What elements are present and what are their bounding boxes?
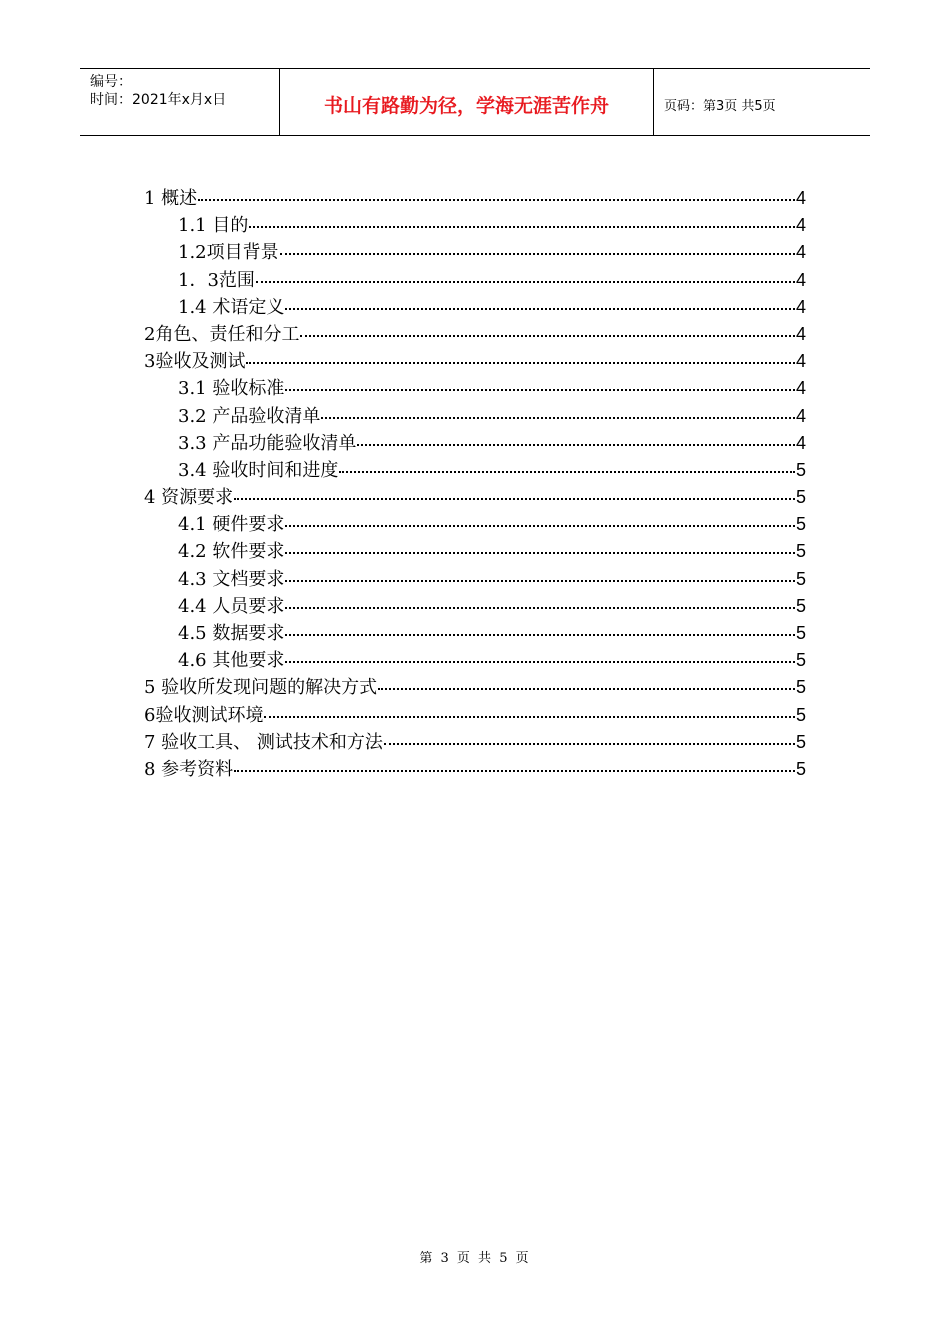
toc-dot-leader xyxy=(198,199,795,201)
toc-dot-leader xyxy=(285,389,795,391)
toc-entry[interactable] xyxy=(144,456,806,483)
toc-dot-leader xyxy=(234,770,795,772)
toc-dot-leader xyxy=(384,743,795,745)
toc-entry[interactable] xyxy=(144,483,806,510)
toc-entry[interactable] xyxy=(144,238,806,265)
toc-entry-label: 6验收测试环境 xyxy=(144,704,264,726)
toc-entry-page: 5 xyxy=(795,595,806,616)
toc-entry-page: 5 xyxy=(795,568,806,589)
toc-entry-label: 3.3 产品功能验收清单 xyxy=(178,432,357,454)
toc-entry-page: 5 xyxy=(795,650,806,671)
toc-dot-leader xyxy=(256,281,795,283)
toc-entry-label: 2角色、责任和分工 xyxy=(144,323,300,345)
toc-entry-page: 4 xyxy=(795,188,806,208)
toc-entry-page: 4 xyxy=(795,323,806,344)
toc-entry-page: 5 xyxy=(795,677,806,698)
toc-entry[interactable] xyxy=(144,374,806,401)
toc-entry-label: 5 验收所发现问题的解决方式 xyxy=(144,677,378,699)
toc-dot-leader xyxy=(285,661,795,663)
toc-entry-label: 3.2 产品验收清单 xyxy=(178,405,321,427)
toc-entry[interactable] xyxy=(144,429,806,456)
toc-dot-leader xyxy=(285,525,795,527)
toc-dot-leader xyxy=(234,498,795,500)
toc-entry-page: 4 xyxy=(795,242,806,263)
header-motto: 书山有路勤为径，学海无涯苦作舟 xyxy=(280,69,654,135)
date-label: 时间：2021年x月x日 xyxy=(90,92,227,108)
page-header xyxy=(80,68,870,136)
toc-dot-leader xyxy=(321,417,795,419)
toc-entry-label: 8 参考资料 xyxy=(144,758,234,780)
toc-dot-leader xyxy=(246,362,795,364)
toc-entry-label: 7 验收工具、 测试技术和方法 xyxy=(144,731,383,753)
toc-entry-label: 3.1 验收标准 xyxy=(178,378,285,400)
toc-entry-page: 4 xyxy=(795,351,806,372)
toc-dot-leader xyxy=(285,634,795,636)
toc-entry[interactable] xyxy=(144,266,806,293)
toc-entry[interactable] xyxy=(144,565,806,592)
toc-dot-leader xyxy=(357,444,795,446)
toc-entry[interactable] xyxy=(144,184,806,211)
toc-entry-label: 1.4 术语定义 xyxy=(178,296,285,318)
toc-entry-label: 4.1 硬件要求 xyxy=(178,514,285,536)
toc-dot-leader xyxy=(285,308,795,310)
toc-entry-page: 5 xyxy=(795,731,806,752)
toc-dot-leader xyxy=(339,471,795,473)
toc-entry-label: 4.5 数据要求 xyxy=(178,623,285,644)
toc-entry-label: 1.2项目背景 xyxy=(178,242,279,264)
toc-entry-page: 5 xyxy=(795,514,806,535)
toc-entry-page: 5 xyxy=(795,758,806,779)
toc-entry[interactable] xyxy=(144,347,806,374)
toc-entry-label: 4.6 其他要求 xyxy=(178,650,285,672)
toc-entry[interactable] xyxy=(144,537,806,564)
toc-entry-page: 5 xyxy=(795,704,806,725)
toc-entry-label: 3验收及测试 xyxy=(144,351,246,373)
toc-dot-leader xyxy=(378,688,795,690)
toc-entry[interactable] xyxy=(144,728,806,755)
toc-entry-label: 1 概述 xyxy=(144,188,198,209)
table-of-contents xyxy=(144,184,806,782)
toc-entry-label: 4 资源要求 xyxy=(144,487,234,509)
toc-dot-leader xyxy=(249,226,795,228)
toc-entry-page: 5 xyxy=(795,623,806,643)
toc-entry-page: 5 xyxy=(795,487,806,508)
toc-entry[interactable] xyxy=(144,402,806,429)
toc-dot-leader xyxy=(264,716,795,718)
toc-entry-page: 4 xyxy=(795,296,806,317)
toc-entry-label: 1.1 目的 xyxy=(178,215,249,237)
toc-entry-label: 1．3范围 xyxy=(178,269,255,291)
toc-entry[interactable] xyxy=(144,701,806,728)
toc-entry[interactable] xyxy=(144,510,806,537)
toc-entry[interactable] xyxy=(144,293,806,320)
toc-dot-leader xyxy=(300,335,795,337)
toc-entry[interactable] xyxy=(144,755,806,782)
toc-dot-leader xyxy=(285,607,795,609)
toc-entry-page: 4 xyxy=(795,405,806,426)
toc-entry-label: 4.2 软件要求 xyxy=(178,541,285,563)
toc-entry[interactable] xyxy=(144,619,806,646)
toc-dot-leader xyxy=(285,580,795,582)
toc-entry[interactable] xyxy=(144,673,806,700)
toc-entry-page: 5 xyxy=(795,541,806,562)
number-label: 编号： xyxy=(90,74,132,90)
toc-entry-page: 4 xyxy=(795,215,806,236)
toc-entry-label: 4.3 文档要求 xyxy=(178,568,285,590)
toc-entry-page: 4 xyxy=(795,432,806,453)
toc-entry-label: 3.4 验收时间和进度 xyxy=(178,459,339,481)
toc-entry[interactable] xyxy=(144,320,806,347)
toc-dot-leader xyxy=(285,552,795,554)
page-footer: 第 3 页 共 5 页 xyxy=(419,1251,531,1266)
toc-entry-page: 4 xyxy=(795,378,806,399)
header-meta xyxy=(80,69,280,135)
toc-entry[interactable] xyxy=(144,211,806,238)
header-page-info: 页码：第3页 共5页 xyxy=(664,98,776,114)
toc-entry-page: 4 xyxy=(795,269,806,290)
toc-entry[interactable] xyxy=(144,592,806,619)
toc-entry[interactable] xyxy=(144,646,806,673)
toc-entry-label: 4.4 人员要求 xyxy=(178,595,285,617)
toc-dot-leader xyxy=(280,253,795,255)
toc-entry-page: 5 xyxy=(795,459,806,480)
